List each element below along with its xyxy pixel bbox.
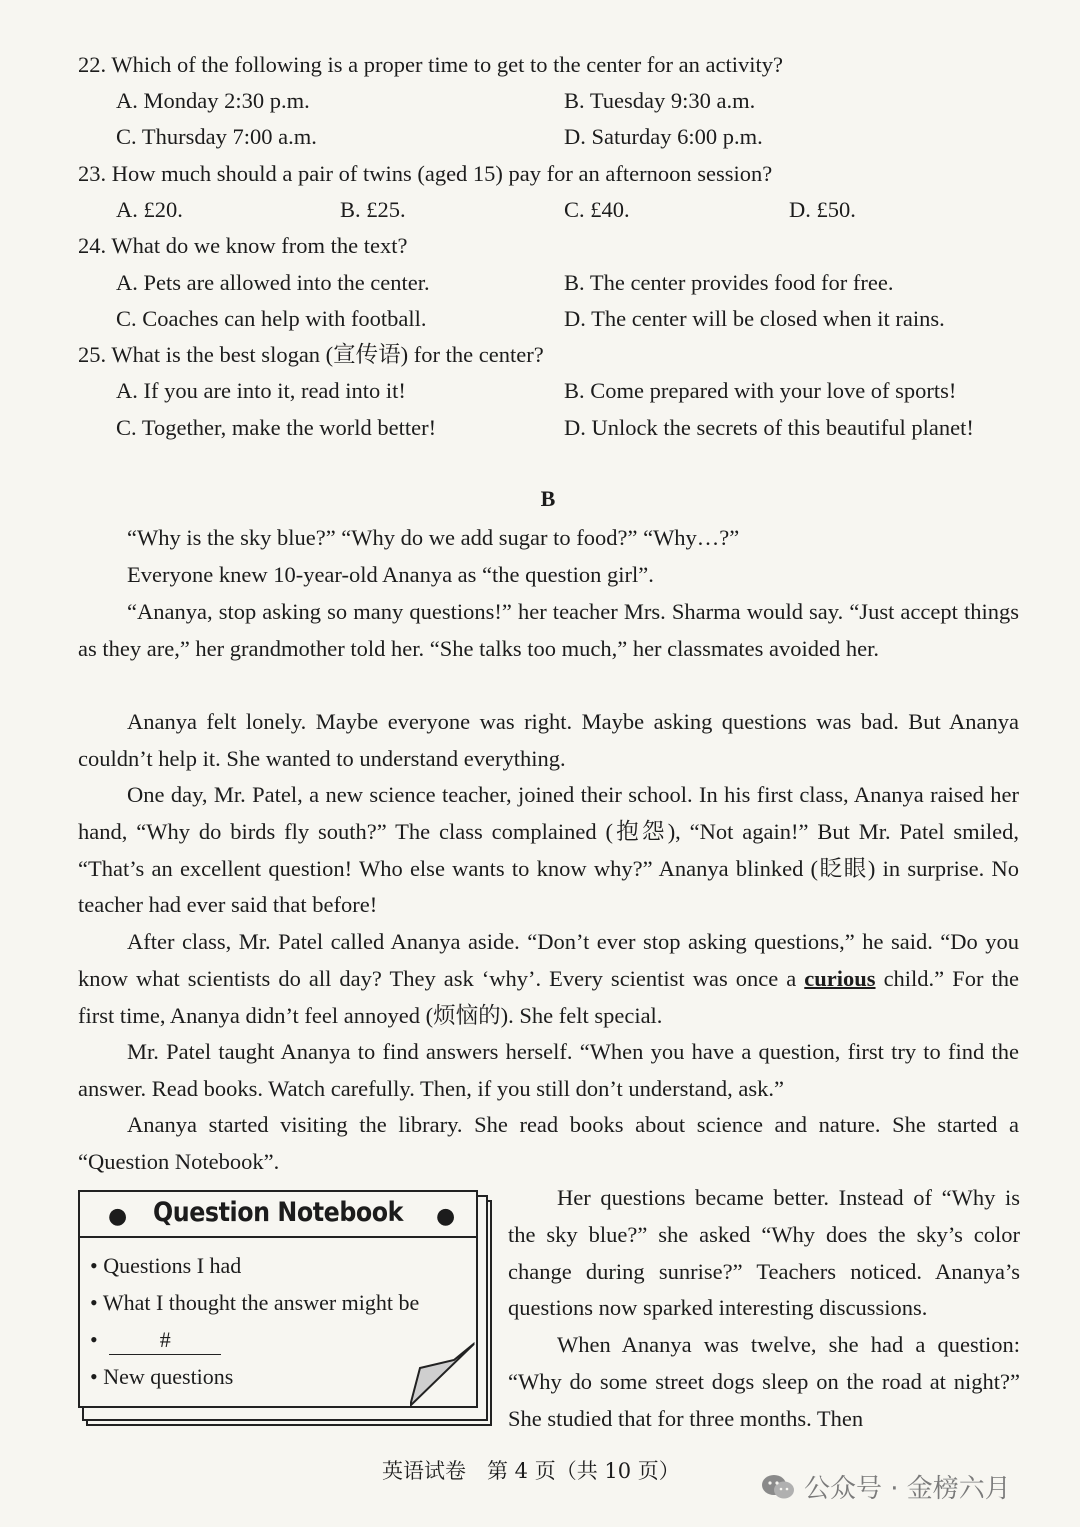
notebook-item-4: • New questions [90,1364,234,1389]
passage-paragraph-2: Everyone knew 10-year-old Ananya as “the question girl”. [127,562,654,587]
question-25-stem: 25. What is the best slogan (宣传语) for the center? [78,342,544,367]
bullet-icon: ● [436,1204,456,1229]
question-24-option-c: C. Coaches can help with football. [116,306,427,331]
question-22-option-a: A. Monday 2:30 p.m. [116,88,310,113]
notebook-item-1: • Questions I had [90,1253,242,1278]
question-notebook-figure [78,1190,488,1422]
passage-paragraph-6 [78,924,1019,1034]
question-25-option-b: B. Come prepared with your love of sports! [564,378,957,403]
passage-paragraph-9: Her questions became better. Instead of “Why is the sky blue?” she asked “Why does the sky’s color change during sunrise?” Teachers noticed. Ananya’s questions now sparked interesting discussions. [508,1185,1020,1321]
notebook-page-front [78,1190,478,1408]
notebook-item-2: • What I thought the answer might be [90,1290,420,1315]
passage-paragraph-5: One day, Mr. Patel, a new science teacher, joined their school. In his first class, Ananya raised her hand, “Why do birds fly south?” The class complained (抱怨), “Not again!” But Mr. Patel smiled, “That’s an excellent question! Who else wants to know why?” Ananya blinked (眨眼) in surprise. No teacher had ever said that before! [78,782,1019,918]
question-23-option-d: D. £50. [789,197,856,222]
passage-paragraph-8: Ananya started visiting the library. She read books about science and nature. She started a “Question Notebook”. [78,1112,1019,1174]
section-b-heading: B [540,486,556,511]
question-25-option-c: C. Together, make the world better! [116,415,437,440]
question-24-option-d: D. The center will be closed when it rains. [564,306,945,331]
notebook-item-3-blank: • # [90,1326,221,1355]
wechat-icon [760,1473,796,1501]
question-22-option-b: B. Tuesday 9:30 a.m. [564,88,756,113]
passage-paragraph-3: “Ananya, stop asking so many questions!” her teacher Mrs. Sharma would say. “Just accept things as they are,” her grandmother told her. “She talks too much,” her classmates avoided her. [78,599,1019,661]
page-footer: 英语试卷 第 4 页（共 10 页） [382,1459,680,1483]
notebook-title: Question Notebook [152,1197,404,1228]
passage-paragraph-4: Ananya felt lonely. Maybe everyone was right. Maybe asking questions was bad. But Ananya couldn’t help it. She wanted to understand everything. [78,709,1019,771]
question-24-option-b: B. The center provides food for free. [564,270,894,295]
question-23-option-b: B. £25. [340,197,406,222]
paragraph-6-text-before: After class, Mr. Patel called Ananya aside. “Don’t ever stop asking questions,” he said. “Do you know what scientists do all day? They ask ‘why’. Every scientist was once a [78,929,1019,991]
blank-line: # [109,1326,221,1355]
question-25-option-a: A. If you are into it, read into it! [116,378,406,403]
bullet-icon: ● [108,1204,128,1229]
question-23-stem: 23. How much should a pair of twins (aged 15) pay for an afternoon session? [78,161,773,186]
question-23-option-a: A. £20. [116,197,183,222]
passage-paragraph-7: Mr. Patel taught Ananya to find answers herself. “When you have a question, first try to find the answer. Read books. Watch carefully. Then, if you still don’t understand, ask.” [78,1039,1019,1101]
question-22-option-c: C. Thursday 7:00 a.m. [116,124,317,149]
passage-paragraph-10: When Ananya was twelve, she had a question: “Why do some street dogs sleep on the road at night?” She studied that for three months. Then [508,1332,1020,1431]
passage-paragraph-1: “Why is the sky blue?” “Why do we add sugar to food?” “Why…?” [127,525,740,550]
question-22-option-d: D. Saturday 6:00 p.m. [564,124,763,149]
paragraph-6-text-after: child.” For the first time, Ananya didn’t feel annoyed (烦恼的). She felt special. [78,965,1019,1028]
question-24-stem: 24. What do we know from the text? [78,233,408,258]
watermark-text: 公众号 · 金榜六月 [804,1474,1011,1504]
notebook-header [80,1192,476,1238]
question-24-option-a: A. Pets are allowed into the center. [116,270,430,295]
question-22-stem: 22. Which of the following is a proper time to get to the center for an activity? [78,52,783,77]
question-25-option-d: D. Unlock the secrets of this beautiful planet! [564,415,974,440]
wechat-watermark [760,1468,1011,1505]
underlined-word-curious: curious [804,965,876,991]
page-curl-icon [410,1342,476,1406]
question-23-option-c: C. £40. [564,197,630,222]
